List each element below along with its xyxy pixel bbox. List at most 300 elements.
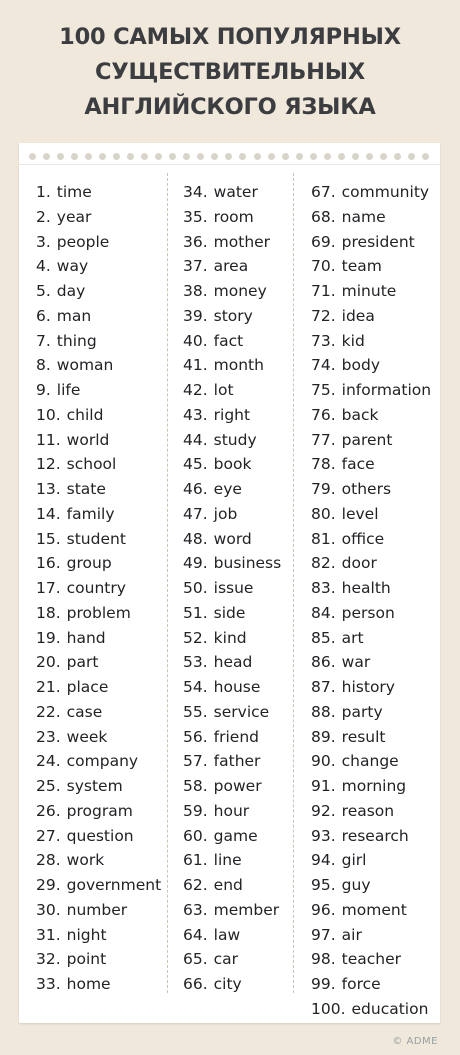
list-item — [311, 329, 431, 354]
list-item — [311, 972, 431, 997]
page-title — [0, 20, 460, 125]
list-item — [36, 774, 161, 799]
list-item — [183, 576, 281, 601]
item-word: art — [341, 628, 364, 647]
item-number: 23. — [36, 727, 61, 746]
list-item — [183, 898, 281, 923]
item-number: 51. — [183, 603, 208, 622]
item-number: 1. — [36, 183, 51, 201]
item-number: 11. — [36, 430, 61, 449]
list-item — [311, 725, 431, 750]
list-item — [311, 576, 431, 601]
list-item — [183, 873, 281, 898]
item-word: way — [56, 257, 89, 276]
item-word: job — [213, 504, 238, 523]
list-item — [36, 502, 161, 527]
item-number: 20. — [36, 653, 61, 672]
item-word: head — [213, 653, 253, 672]
copyright-label: © ADME — [392, 1036, 438, 1047]
item-number: 44. — [183, 430, 208, 449]
list-item — [36, 527, 161, 552]
list-item — [36, 279, 161, 304]
item-word: month — [213, 356, 264, 375]
item-word: day — [56, 282, 86, 300]
item-word: end — [213, 876, 243, 894]
list-item — [183, 378, 281, 403]
item-number: 8. — [36, 356, 51, 375]
item-number: 17. — [36, 579, 61, 597]
list-item — [183, 601, 281, 626]
item-number: 39. — [183, 306, 208, 325]
item-word: mother — [213, 232, 271, 251]
item-word: minute — [341, 282, 397, 300]
item-word: information — [341, 381, 432, 399]
list-item — [183, 477, 281, 502]
item-word: member — [213, 900, 280, 919]
list-item — [311, 205, 431, 230]
list-item — [36, 378, 161, 403]
item-number: 14. — [36, 504, 61, 523]
item-number: 13. — [36, 480, 61, 498]
binding-hole — [254, 153, 261, 160]
item-word: hour — [213, 801, 250, 820]
item-number: 48. — [183, 529, 208, 548]
item-number: 58. — [183, 777, 208, 795]
item-number: 96. — [311, 900, 336, 919]
list-item — [183, 551, 281, 576]
binding-hole — [211, 153, 218, 160]
list-item — [311, 452, 431, 477]
item-number: 89. — [311, 727, 336, 746]
item-word: car — [213, 950, 239, 969]
perforation-line — [19, 164, 440, 165]
item-number: 24. — [36, 752, 61, 771]
item-number: 19. — [36, 628, 61, 647]
list-item — [311, 378, 431, 403]
item-word: lot — [213, 381, 234, 399]
item-word: issue — [213, 579, 254, 597]
list-item — [311, 675, 431, 700]
notepad-sheet — [19, 143, 440, 1023]
binding-hole — [282, 153, 289, 160]
list-item — [36, 749, 161, 774]
list-item — [183, 527, 281, 552]
item-word: father — [213, 752, 261, 771]
item-word: change — [341, 752, 399, 771]
item-word: level — [341, 504, 379, 523]
title-line-3: АНГЛИЙСКОГО ЯЗЫКА — [84, 94, 376, 120]
item-number: 53. — [183, 653, 208, 672]
item-word: water — [213, 183, 258, 201]
list-item — [311, 428, 431, 453]
item-number: 87. — [311, 678, 336, 696]
item-word: work — [66, 851, 105, 870]
item-number: 36. — [183, 232, 208, 251]
item-number: 18. — [36, 603, 61, 622]
item-number: 63. — [183, 900, 208, 919]
list-item — [36, 329, 161, 354]
item-word: back — [341, 405, 379, 424]
item-word: team — [341, 257, 382, 276]
column-divider-1 — [167, 173, 168, 993]
item-number: 59. — [183, 801, 208, 820]
item-number: 45. — [183, 455, 208, 474]
list-item — [36, 180, 161, 205]
item-word: house — [213, 678, 261, 696]
list-item — [183, 824, 281, 849]
item-word: result — [341, 727, 386, 746]
list-item — [36, 824, 161, 849]
word-column-3 — [311, 180, 431, 1022]
list-item — [36, 304, 161, 329]
item-number: 28. — [36, 851, 61, 870]
item-number: 80. — [311, 504, 336, 523]
item-number: 69. — [311, 232, 336, 251]
item-number: 77. — [311, 430, 336, 449]
item-word: life — [56, 381, 81, 399]
list-item — [311, 873, 431, 898]
binding-holes — [29, 151, 429, 161]
list-item — [36, 700, 161, 725]
binding-hole — [296, 153, 303, 160]
list-item — [183, 205, 281, 230]
list-item — [183, 353, 281, 378]
item-word: story — [213, 306, 253, 325]
item-word: city — [213, 975, 242, 993]
list-item — [183, 700, 281, 725]
list-item — [36, 477, 161, 502]
item-word: hand — [66, 628, 106, 647]
list-item — [183, 675, 281, 700]
list-item — [36, 898, 161, 923]
list-item — [311, 279, 431, 304]
item-number: 84. — [311, 603, 336, 622]
list-item — [183, 304, 281, 329]
list-item — [183, 502, 281, 527]
binding-hole — [338, 153, 345, 160]
list-item — [311, 749, 431, 774]
item-word: study — [213, 430, 257, 449]
list-item — [36, 972, 161, 997]
list-item — [311, 650, 431, 675]
item-word: people — [56, 232, 110, 251]
item-number: 35. — [183, 207, 208, 226]
list-item — [311, 923, 431, 948]
list-item — [36, 601, 161, 626]
binding-hole — [141, 153, 148, 160]
item-word: state — [66, 480, 106, 498]
list-item — [36, 650, 161, 675]
list-item — [36, 576, 161, 601]
list-item — [36, 428, 161, 453]
item-number: 71. — [311, 282, 336, 300]
list-item — [183, 774, 281, 799]
list-item — [311, 824, 431, 849]
binding-hole — [310, 153, 317, 160]
binding-hole — [380, 153, 387, 160]
item-word: face — [341, 455, 375, 474]
item-number: 46. — [183, 480, 208, 498]
list-item — [36, 923, 161, 948]
item-word: part — [66, 653, 99, 672]
item-number: 64. — [183, 925, 208, 944]
item-word: word — [213, 529, 252, 548]
item-word: kid — [341, 331, 365, 350]
binding-hole — [85, 153, 92, 160]
item-word: research — [341, 826, 409, 845]
binding-hole — [99, 153, 106, 160]
item-number: 22. — [36, 702, 61, 721]
item-word: world — [66, 430, 110, 449]
item-number: 33. — [36, 975, 61, 993]
item-word: war — [341, 653, 371, 672]
list-item — [311, 774, 431, 799]
list-item — [183, 749, 281, 774]
item-word: school — [66, 455, 117, 474]
list-item — [311, 997, 431, 1022]
item-number: 100. — [311, 999, 346, 1018]
item-word: door — [341, 554, 377, 573]
item-number: 40. — [183, 331, 208, 350]
item-number: 62. — [183, 876, 208, 894]
list-item — [183, 230, 281, 255]
binding-hole — [43, 153, 50, 160]
item-number: 52. — [183, 628, 208, 647]
binding-hole — [71, 153, 78, 160]
item-number: 65. — [183, 950, 208, 969]
list-item — [36, 947, 161, 972]
item-number: 68. — [311, 207, 336, 226]
list-item — [183, 947, 281, 972]
list-item — [183, 848, 281, 873]
item-word: book — [213, 455, 252, 474]
list-item — [36, 452, 161, 477]
list-item — [36, 873, 161, 898]
item-number: 93. — [311, 826, 336, 845]
list-item — [311, 254, 431, 279]
binding-hole — [113, 153, 120, 160]
item-word: system — [66, 777, 123, 795]
binding-hole — [268, 153, 275, 160]
item-number: 49. — [183, 554, 208, 573]
item-number: 70. — [311, 257, 336, 276]
list-item — [311, 601, 431, 626]
item-word: question — [66, 826, 134, 845]
item-word: family — [66, 504, 115, 523]
item-word: business — [213, 554, 282, 573]
item-word: teacher — [341, 950, 402, 969]
item-word: girl — [341, 851, 367, 870]
item-word: case — [66, 702, 103, 721]
item-number: 42. — [183, 381, 208, 399]
item-number: 4. — [36, 257, 51, 276]
item-word: others — [341, 480, 392, 498]
title-line-2: СУЩЕСТВИТЕЛЬНЫХ — [95, 59, 365, 85]
item-number: 83. — [311, 579, 336, 597]
binding-hole — [57, 153, 64, 160]
item-word: program — [66, 801, 133, 820]
binding-hole — [352, 153, 359, 160]
item-word: time — [56, 183, 92, 201]
list-item — [36, 205, 161, 230]
binding-hole — [29, 153, 36, 160]
item-number: 98. — [311, 950, 336, 969]
item-number: 2. — [36, 207, 51, 226]
list-item — [36, 675, 161, 700]
binding-hole — [422, 153, 429, 160]
item-number: 81. — [311, 529, 336, 548]
item-word: point — [66, 950, 107, 969]
item-number: 75. — [311, 381, 336, 399]
item-number: 16. — [36, 554, 61, 573]
item-word: friend — [213, 727, 259, 746]
item-word: name — [341, 207, 386, 226]
list-item — [311, 180, 431, 205]
list-item — [311, 304, 431, 329]
list-item — [36, 848, 161, 873]
item-word: week — [66, 727, 108, 746]
list-item — [311, 477, 431, 502]
item-number: 25. — [36, 777, 61, 795]
item-number: 92. — [311, 801, 336, 820]
item-word: person — [341, 603, 395, 622]
list-item — [36, 353, 161, 378]
item-number: 47. — [183, 504, 208, 523]
item-number: 91. — [311, 777, 336, 795]
item-number: 76. — [311, 405, 336, 424]
item-word: guy — [341, 876, 371, 894]
item-number: 85. — [311, 628, 336, 647]
list-item — [311, 947, 431, 972]
item-number: 34. — [183, 183, 208, 201]
binding-hole — [155, 153, 162, 160]
item-word: community — [341, 183, 430, 201]
item-word: office — [341, 529, 385, 548]
list-item — [311, 403, 431, 428]
list-item — [311, 848, 431, 873]
item-word: room — [213, 207, 254, 226]
binding-hole — [394, 153, 401, 160]
item-word: group — [66, 554, 112, 573]
list-item — [183, 452, 281, 477]
item-word: area — [213, 257, 249, 276]
item-number: 21. — [36, 678, 61, 696]
item-word: man — [56, 306, 92, 325]
item-number: 79. — [311, 480, 336, 498]
binding-hole — [127, 153, 134, 160]
item-number: 12. — [36, 455, 61, 474]
list-item — [311, 799, 431, 824]
item-word: company — [66, 752, 139, 771]
item-number: 26. — [36, 801, 61, 820]
item-word: game — [213, 826, 258, 845]
item-word: health — [341, 579, 391, 597]
item-word: president — [341, 232, 415, 251]
binding-hole — [366, 153, 373, 160]
item-number: 82. — [311, 554, 336, 573]
item-number: 74. — [311, 356, 336, 375]
list-item — [36, 725, 161, 750]
item-word: kind — [213, 628, 247, 647]
item-number: 9. — [36, 381, 51, 399]
item-number: 72. — [311, 306, 336, 325]
item-number: 86. — [311, 653, 336, 672]
item-number: 66. — [183, 975, 208, 993]
item-number: 6. — [36, 306, 51, 325]
list-item — [311, 700, 431, 725]
item-number: 61. — [183, 851, 208, 870]
item-number: 90. — [311, 752, 336, 771]
item-word: government — [66, 876, 162, 894]
item-word: idea — [341, 306, 375, 325]
item-word: party — [341, 702, 383, 721]
list-item — [183, 650, 281, 675]
item-word: moment — [341, 900, 407, 919]
item-number: 43. — [183, 405, 208, 424]
list-item — [183, 403, 281, 428]
list-item — [36, 626, 161, 651]
word-column-2 — [183, 180, 281, 997]
list-item — [311, 527, 431, 552]
binding-hole — [225, 153, 232, 160]
item-number: 5. — [36, 282, 51, 300]
list-item — [311, 626, 431, 651]
word-column-1 — [36, 180, 161, 997]
binding-hole — [169, 153, 176, 160]
item-number: 29. — [36, 876, 61, 894]
item-word: side — [213, 603, 246, 622]
binding-hole — [239, 153, 246, 160]
item-word: history — [341, 678, 395, 696]
item-word: home — [66, 975, 111, 993]
item-number: 95. — [311, 876, 336, 894]
item-number: 41. — [183, 356, 208, 375]
list-item — [36, 254, 161, 279]
item-word: thing — [56, 331, 97, 350]
list-item — [183, 279, 281, 304]
item-word: service — [213, 702, 270, 721]
item-word: number — [66, 900, 128, 919]
item-word: night — [66, 925, 107, 944]
item-word: place — [66, 678, 109, 696]
item-word: law — [213, 925, 241, 944]
item-word: power — [213, 777, 262, 795]
list-item — [36, 799, 161, 824]
list-item — [311, 230, 431, 255]
list-item — [36, 551, 161, 576]
binding-hole — [197, 153, 204, 160]
item-word: woman — [56, 356, 114, 375]
item-number: 27. — [36, 826, 61, 845]
item-number: 10. — [36, 405, 61, 424]
item-word: line — [213, 851, 242, 870]
item-word: student — [66, 529, 126, 548]
item-word: child — [66, 405, 104, 424]
list-item — [183, 329, 281, 354]
item-number: 94. — [311, 851, 336, 870]
item-number: 99. — [311, 975, 336, 993]
item-number: 38. — [183, 282, 208, 300]
item-number: 97. — [311, 925, 336, 944]
item-number: 67. — [311, 183, 336, 201]
list-item — [183, 626, 281, 651]
item-word: right — [213, 405, 251, 424]
list-item — [36, 230, 161, 255]
item-number: 56. — [183, 727, 208, 746]
list-item — [183, 799, 281, 824]
item-word: country — [66, 579, 126, 597]
item-number: 54. — [183, 678, 208, 696]
